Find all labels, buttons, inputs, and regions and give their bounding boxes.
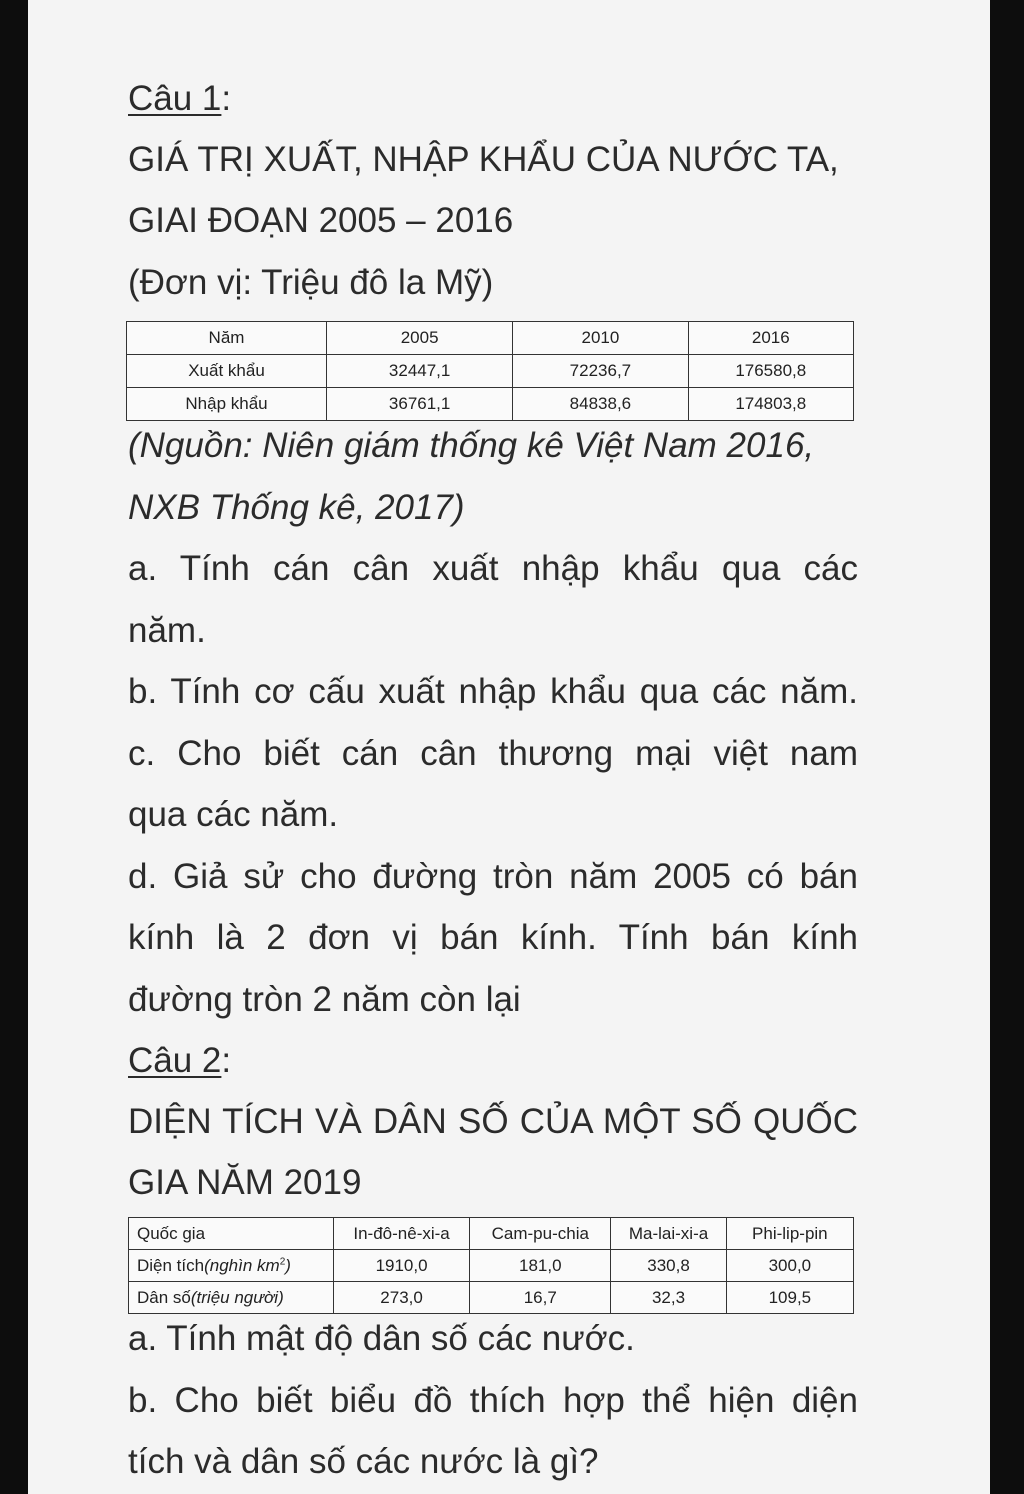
table-cell: In-đô-nê-xi-a bbox=[333, 1218, 469, 1250]
table-cell: 273,0 bbox=[333, 1282, 469, 1314]
q1-item-c-line-1: c. Cho biết cán cân thương mại việt nam bbox=[128, 734, 858, 773]
table-header-row bbox=[129, 1218, 854, 1250]
table-row bbox=[129, 1250, 854, 1282]
q2-countries-table bbox=[128, 1217, 854, 1314]
table-cell: 1910,0 bbox=[333, 1250, 469, 1282]
q1-item-d-line-2: kính là 2 đơn vị bán kính. Tính bán kính bbox=[128, 918, 858, 957]
q1-item-d-line-3: đường tròn 2 năm còn lại bbox=[128, 980, 521, 1019]
table-cell: 109,5 bbox=[726, 1282, 853, 1314]
table-cell: 2010 bbox=[513, 322, 688, 355]
table-cell: Phi-lip-pin bbox=[726, 1218, 853, 1250]
q1-item-d-line-1: d. Giả sử cho đường tròn năm 2005 có bán bbox=[128, 857, 858, 896]
table-cell: 330,8 bbox=[611, 1250, 726, 1282]
table-cell: Quốc gia bbox=[129, 1218, 334, 1250]
table-row bbox=[127, 388, 854, 421]
q1-item-c-line-2: qua các năm. bbox=[128, 795, 339, 834]
q1-item-a-line-1: a. Tính cán cân xuất nhập khẩu qua các bbox=[128, 549, 858, 588]
table-cell: 2016 bbox=[688, 322, 853, 355]
table-header-row bbox=[127, 322, 854, 355]
table-cell: 2005 bbox=[327, 322, 513, 355]
q1-trade-table bbox=[126, 321, 854, 421]
table-cell: 84838,6 bbox=[513, 388, 688, 421]
q2-item-a-line-1: a. Tính mật độ dân số các nước. bbox=[128, 1319, 635, 1358]
left-dark-edge bbox=[0, 0, 28, 1494]
q2-item-b-line-2: tích và dân số các nước là gì? bbox=[128, 1442, 599, 1481]
table-cell: Dân số(triệu người) bbox=[129, 1282, 334, 1314]
table-cell: 36761,1 bbox=[327, 388, 513, 421]
question-2-heading: Câu 2: bbox=[128, 1041, 232, 1080]
table-cell: 176580,8 bbox=[688, 355, 853, 388]
q1-title-line-1: GIÁ TRỊ XUẤT, NHẬP KHẨU CỦA NƯỚC TA, bbox=[128, 140, 839, 179]
table-cell: 32,3 bbox=[611, 1282, 726, 1314]
table-cell: 72236,7 bbox=[513, 355, 688, 388]
q1-unit: (Đơn vị: Triệu đô la Mỹ) bbox=[128, 263, 494, 302]
table-cell: 174803,8 bbox=[688, 388, 853, 421]
q1-item-b-line-1: b. Tính cơ cấu xuất nhập khẩu qua các năm. bbox=[128, 672, 858, 711]
q1-source-line-2: NXB Thống kê, 2017) bbox=[128, 488, 465, 527]
q2-title-line-2: GIA NĂM 2019 bbox=[128, 1163, 362, 1202]
table-cell: 32447,1 bbox=[327, 355, 513, 388]
question-1-heading: Câu 1: bbox=[128, 79, 232, 118]
table-cell: 300,0 bbox=[726, 1250, 853, 1282]
table-cell: 181,0 bbox=[470, 1250, 611, 1282]
table-cell: Nhập khẩu bbox=[127, 388, 327, 421]
q2-title-line-1: DIỆN TÍCH VÀ DÂN SỐ CỦA MỘT SỐ QUỐC bbox=[128, 1102, 858, 1141]
q1-item-a-line-2: năm. bbox=[128, 611, 206, 650]
table-cell: Cam-pu-chia bbox=[470, 1218, 611, 1250]
q1-title-line-2: GIAI ĐOẠN 2005 – 2016 bbox=[128, 201, 514, 240]
q2-item-b-line-1: b. Cho biết biểu đồ thích hợp thể hiện diện bbox=[128, 1381, 858, 1420]
table-row bbox=[129, 1282, 854, 1314]
q1-source-line-1: (Nguồn: Niên giám thống kê Việt Nam 2016, bbox=[128, 426, 815, 465]
right-dark-edge bbox=[990, 0, 1024, 1494]
table-cell: Ma-lai-xi-a bbox=[611, 1218, 726, 1250]
table-cell: Năm bbox=[127, 322, 327, 355]
table-cell: 16,7 bbox=[470, 1282, 611, 1314]
table-cell: Diện tích(nghìn $km^2$) bbox=[129, 1250, 334, 1282]
table-row bbox=[127, 355, 854, 388]
table-cell: Xuất khẩu bbox=[127, 355, 327, 388]
